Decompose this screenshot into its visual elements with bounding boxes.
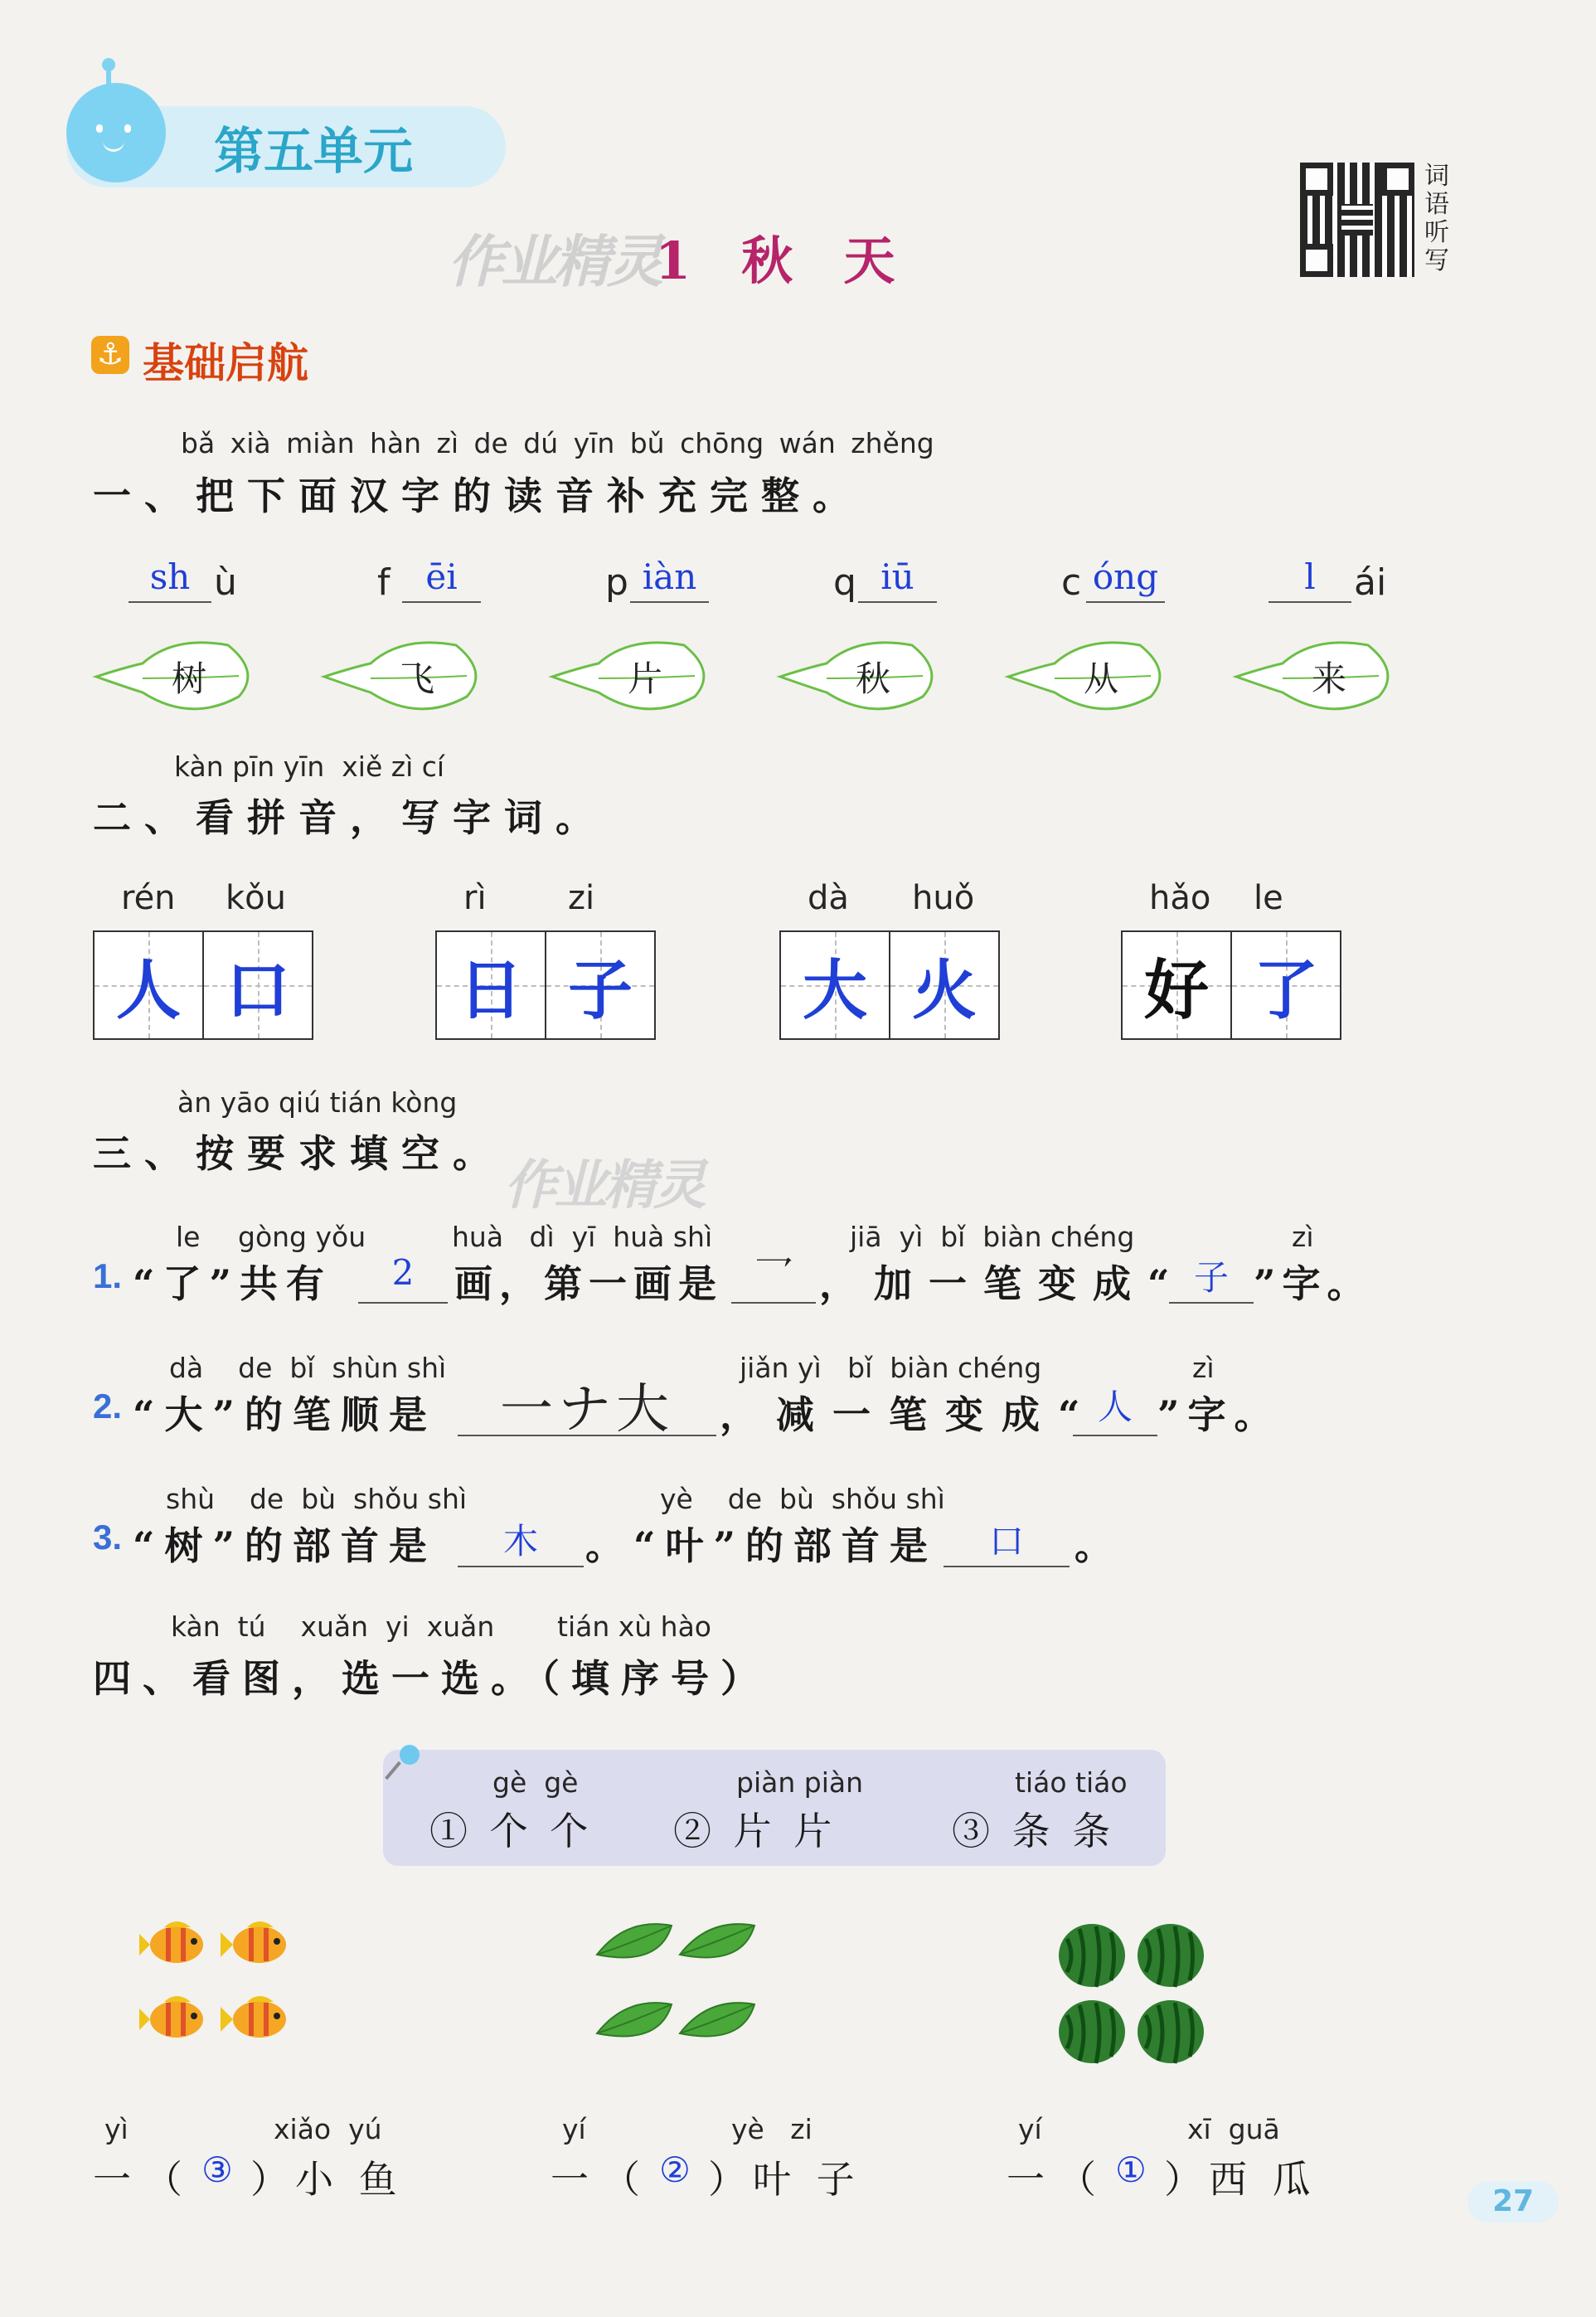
q4-ans-py-b: xiǎo yú [274,2113,382,2145]
q4-pinyin-a: kàn tú xuǎn yi xuǎn [171,1610,495,1643]
q1-item-1 [352,551,526,618]
q1-answer: ēi [425,556,458,597]
q4-ans-pre: 一（ [93,2157,196,2202]
q4-ans-py-a: yì [104,2113,129,2145]
q3-l2-blank2[interactable] [1073,1435,1157,1436]
q1-char: 从 [1083,658,1118,699]
q3-l1-blank1[interactable] [358,1302,448,1304]
q3-l3-t1: “树”的部首是 [133,1523,437,1568]
q3-l3-blank2[interactable] [944,1566,1070,1567]
page-number: 27 [1492,2184,1535,2218]
q2-c2: 口 [225,953,290,1028]
q3-l3-num: 3. [93,1518,123,1557]
pin-icon [388,1745,421,1778]
q3-l2-t2: ，减一笔变成“ [720,1392,1099,1437]
q4-ans-py-a: yí [562,2113,586,2145]
watermark-2: 作业精灵 [504,1155,703,1217]
lesson-title: 1 秋 天 [655,231,900,291]
q1-prefix: c [1061,561,1082,604]
q2-py1: hǎo [1149,879,1211,917]
q2-c1: 日 [458,953,523,1028]
q3-l2-num: 2. [93,1387,123,1426]
q1-blank[interactable] [129,601,211,603]
q3-l1-py-c: huà dì yī huà shì [452,1221,713,1253]
q3-l1-t4: ”字。 [1254,1261,1372,1306]
q3-l2-py-c: zì [1192,1352,1215,1384]
section-title: 基础启航 [143,339,308,387]
q3-l1-num: 1. [93,1256,123,1295]
q4-option-label: ② 片 片 [673,1809,837,1853]
watermark: 作业精灵 [448,230,661,295]
q3-l1-py-e: zì [1292,1221,1314,1253]
q3-l2-py-a: dà de bǐ shùn shì [169,1352,447,1384]
q1-blank[interactable] [1269,601,1351,603]
q1-answer: óng [1092,556,1159,597]
q1-blank[interactable] [858,601,937,603]
q1-blank[interactable] [630,601,709,603]
q2-py1: rì [463,879,487,917]
q3-l1-answer2: 乛 [753,1253,793,1299]
q3-l1-answer3: 子 [1193,1257,1229,1298]
q3-l1-answer1: 2 [391,1252,415,1293]
q1-char: 树 [171,658,206,699]
q2-py1: dà [808,879,849,917]
q3-l1-t1: “了”共有 [133,1261,332,1306]
q1-item-0 [124,551,298,618]
leaf-group-image [593,1917,763,2062]
q1-pinyin: bǎ xià miàn hàn zì de dú yīn bǔ chōng wán zhěng [181,427,934,459]
q1-answer: iàn [642,556,697,597]
q3-l3-t2: 。“叶”的部首是 [585,1523,938,1568]
q3-l3-py-b: yè de bù shǒu shì [660,1483,945,1515]
q2-c1: 大 [802,953,867,1028]
q1-item-4 [1036,551,1210,618]
q1-item-3 [808,551,982,618]
q2-cell[interactable] [781,932,890,1038]
q3-l1-py-b: gòng yǒu [238,1221,366,1253]
q1-prefix: f [377,561,391,604]
q2-cell[interactable] [204,932,312,1038]
q3-l1-t2: 画，第一画是 [454,1261,723,1306]
q1-answer: iū [880,556,914,597]
q2-py2: huǒ [912,879,975,917]
q1-answer: sh [149,556,191,597]
q2-c2: 了 [1253,953,1318,1028]
q4-text: 四、看图，选一选。（填序号） [93,1656,770,1701]
q2-cell[interactable] [890,932,998,1038]
anchor-icon: ⚓ [91,336,129,374]
q1-char: 飞 [399,658,434,699]
q1-prefix: p [605,561,628,604]
q1-blank[interactable] [402,601,481,603]
q3-l1-t3: ，加一笔变成“ [819,1261,1186,1306]
q2-cell[interactable] [1123,932,1232,1038]
q4-option-label: ① 个 个 [429,1809,594,1853]
q2-c2: 火 [911,953,977,1028]
q1-prefix: q [833,561,856,604]
q3-text: 三、按要求填空。 [93,1131,504,1176]
q4-option-py: piàn piàn [736,1766,863,1799]
q3-l3-answer2: 口 [988,1521,1024,1562]
q2-grid [779,930,1000,1040]
q4-ans-post: ）小 鱼 [250,2157,404,2202]
q1-item-2 [580,551,754,618]
q2-cell[interactable] [1232,932,1340,1038]
fish-group-image [139,1916,305,2061]
q4-option-py: gè gè [492,1766,579,1799]
q2-cell[interactable] [437,932,546,1038]
q3-l3-blank1[interactable] [458,1566,584,1567]
q3-l2-t3: ”字。 [1157,1392,1281,1437]
q2-text: 二、看拼音，写字词。 [93,795,607,840]
q2-c2: 子 [567,953,633,1028]
q1-char: 来 [1311,658,1346,699]
q4-ans-py-b: yè zi [731,2113,813,2145]
q3-l3-t3: 。 [1075,1523,1126,1568]
q2-py2: le [1254,879,1283,917]
q3-l2-answer2: 人 [1097,1387,1133,1427]
q4-option-label: ③ 条 条 [952,1809,1116,1853]
mascot-icon [66,83,166,182]
q3-l1-blank3[interactable] [1169,1302,1254,1304]
q1-item-5 [1264,551,1438,618]
q2-c1: 人 [115,953,181,1028]
q1-answer: l [1304,556,1316,597]
q3-l3-answer1: 木 [502,1521,538,1562]
q4-ans-py-a: yí [1018,2113,1042,2145]
q3-pinyin: àn yāo qiú tián kòng [177,1086,458,1119]
q4-option-py: tiáo tiáo [1015,1766,1128,1799]
q3-l2-answer1: 一ナ大 [500,1379,674,1440]
q3-l1-py-d: jiā yì bǐ biàn chéng [850,1221,1135,1253]
q4-ans-value[interactable]: ① [1115,2149,1147,2190]
q4-ans-pre: 一（ [1007,2157,1109,2202]
q4-ans-pre: 一（ [551,2157,653,2202]
q2-cell[interactable] [95,932,204,1038]
q1-char: 片 [627,658,662,699]
q1-char: 秋 [855,658,890,699]
q4-pinyin-b: tián xù hào [557,1610,711,1643]
q3-l1-py-a: le [176,1221,201,1253]
q2-py2: kǒu [226,879,286,917]
q4-ans-py-b: xī guā [1187,2113,1280,2145]
q4-ans-post: ）叶 子 [708,2157,861,2202]
q4-ans-value[interactable]: ② [659,2149,691,2190]
q2-grid [435,930,656,1040]
q4-ans-post: ）西 瓜 [1164,2157,1317,2202]
q3-l2-t1: “大”的笔顺是 [133,1392,437,1437]
q1-text: 一、把下面汉字的读音补充完整。 [93,474,864,518]
q1-suffix: ù [214,561,237,604]
q2-py2: zi [568,879,595,917]
q2-c1: 好 [1143,953,1209,1028]
q2-cell[interactable] [546,932,654,1038]
q4-ans-value[interactable]: ③ [201,2149,233,2190]
q3-l2-py-b: jiǎn yì bǐ biàn chéng [740,1352,1042,1384]
q2-py1: rén [121,879,176,917]
q1-blank[interactable] [1086,601,1165,603]
q3-l3-py-a: shù de bù shǒu shì [166,1483,468,1515]
watermelon-group-image [1055,1922,1212,2072]
q1-suffix: ái [1354,561,1387,604]
unit-title: 第五单元 [214,123,413,181]
q2-grid [93,930,313,1040]
qr-label: 词语听写 [1424,162,1449,275]
q2-pinyin: kàn pīn yīn xiě zì cí [174,750,445,783]
q3-l1-blank2[interactable] [731,1302,816,1304]
qr-code-icon[interactable] [1300,163,1414,277]
q2-grid [1121,930,1341,1040]
